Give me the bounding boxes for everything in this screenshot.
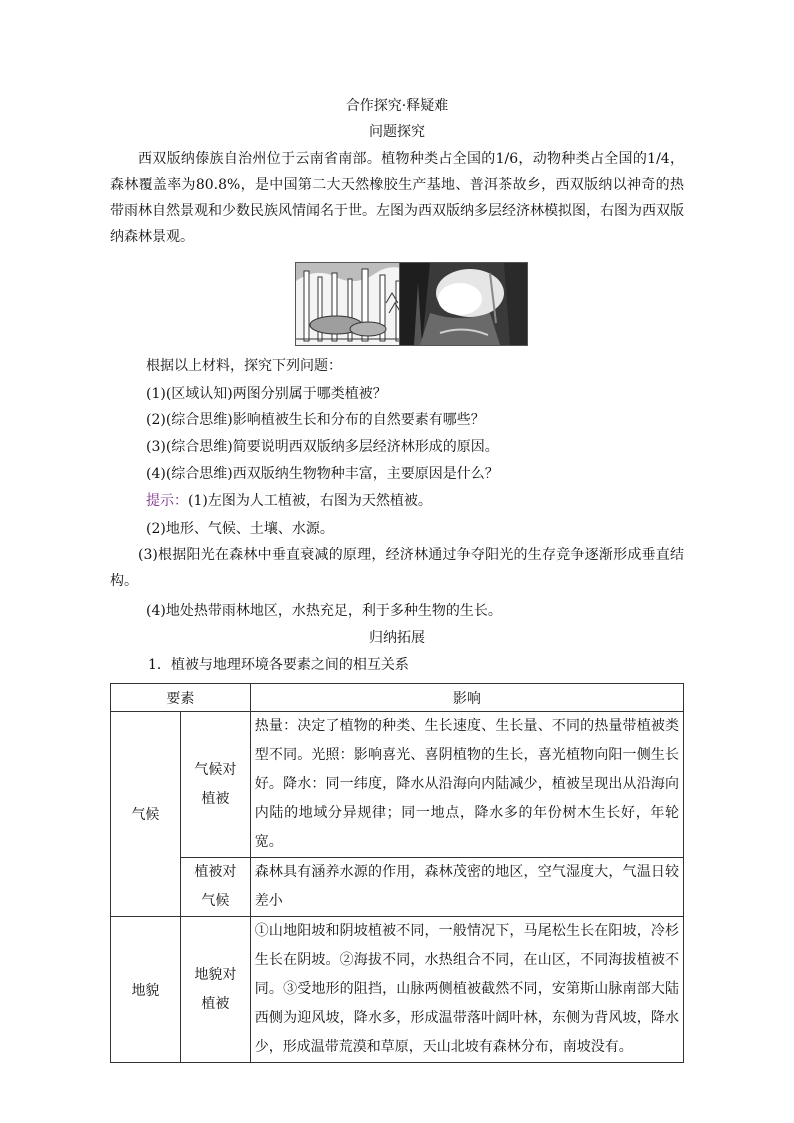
question-4: (4)(综合思维)西双版纳生物物种丰富，主要原因是什么？ — [146, 466, 499, 482]
table-caption: 1．植被与地理环境各要素之间的相互关系 — [148, 657, 409, 673]
sub-line-1: 植被对 — [194, 864, 237, 880]
vegetation-relation-table — [110, 683, 684, 1063]
prompt-text: 根据以上材料，探究下列问题： — [146, 358, 342, 374]
extension-title: 归纳拓展 — [369, 630, 425, 646]
table-row — [111, 858, 684, 917]
intro-text: 西双版纳傣族自治州位于云南省南部。植物种类占全国的1/6，动物种类占全国的1/4，森林覆盖率为80.8%，是中国第二大天然橡胶生产基地、普洱茶故乡，西双版纳以神奇的热带雨林自然景观和少数民族风情闻名于世。左图为西双版纳多层经济林模拟图，右图为西双版纳森林景观。 — [110, 151, 684, 245]
sub-climate-on-vegetation — [180, 712, 250, 858]
sub-line-2: 气候 — [201, 893, 230, 909]
rainforest-photo-icon — [399, 262, 528, 346]
sub-line-1: 气候对 — [194, 761, 237, 778]
sub-line-2: 植被 — [201, 995, 230, 1012]
table-row — [111, 712, 684, 858]
hint-answer-3: (3)根据阳光在森林中垂直衰减的原理，经济林通过争夺阳光的生存竞争逐渐形成垂直结构。 — [110, 547, 684, 589]
factor-landform: 地貌 — [111, 917, 181, 1063]
hint-line-1 — [146, 491, 432, 511]
factor-climate: 气候 — [111, 712, 181, 917]
section-title: 合作探究·释疑难 — [345, 98, 449, 114]
header-factor: 要素 — [111, 684, 251, 712]
question-3: (3)(综合思维)简要说明西双版纳多层经济林形成的原因。 — [146, 439, 499, 455]
hint-label: 提示： — [146, 493, 188, 509]
header-effect: 影响 — [250, 684, 683, 712]
intro-paragraph — [110, 146, 684, 250]
sub-line-2: 植被 — [201, 790, 230, 807]
sub-landform-on-vegetation — [180, 917, 250, 1063]
table-header-row — [111, 684, 684, 712]
climate-effect-text: 热量：决定了植物的种类、生长速度、生长量、不同的热量带植被类型不同。光照：影响喜光、喜阴植物的生长，喜光植物向阳一侧生长好。降水：同一纬度，降水从沿海向内陆减少，植被呈现出从沿海向内陆的地域分异规律；同一地点，降水多的年份树木生长好，年轮宽。 — [250, 712, 683, 858]
table-row — [111, 917, 684, 1063]
landform-effect-text: ①山地阳坡和阴坡植被不同，一般情况下，马尾松生长在阳坡，冷杉生长在阴坡。②海拔不同，水热组合不同，在山区，不同海拔植被不同。③受地形的阻挡，山脉两侧植被截然不同，安第斯山脉南部大陆西侧为迎风坡，降水多，形成温带落叶阔叶林，东侧为背风坡，降水少，形成温带荒漠和草原，天山北坡有森林分布，南坡没有。 — [250, 917, 683, 1063]
sub-line-1: 地貌对 — [194, 966, 237, 983]
hint-answer-3-block — [110, 542, 684, 594]
hint-answer-4: (4)地处热带雨林地区，水热充足，利于多种生物的生长。 — [146, 603, 502, 619]
vegetation-climate-effect-text: 森林具有涵养水源的作用，森林茂密的地区，空气湿度大，气温日较差小 — [250, 858, 683, 917]
subsection-title: 问题探究 — [369, 124, 425, 140]
question-1: (1)(区域认知)两图分别属于哪类植被？ — [146, 386, 387, 402]
hint-answer-2: (2)地形、气候、土壤、水源。 — [146, 521, 334, 537]
question-2: (2)(综合思维)影响植被生长和分布的自然要素有哪些？ — [146, 412, 485, 428]
hint-answer-1: (1)左图为人工植被，右图为天然植被。 — [188, 493, 432, 509]
sub-vegetation-on-climate — [180, 858, 250, 917]
